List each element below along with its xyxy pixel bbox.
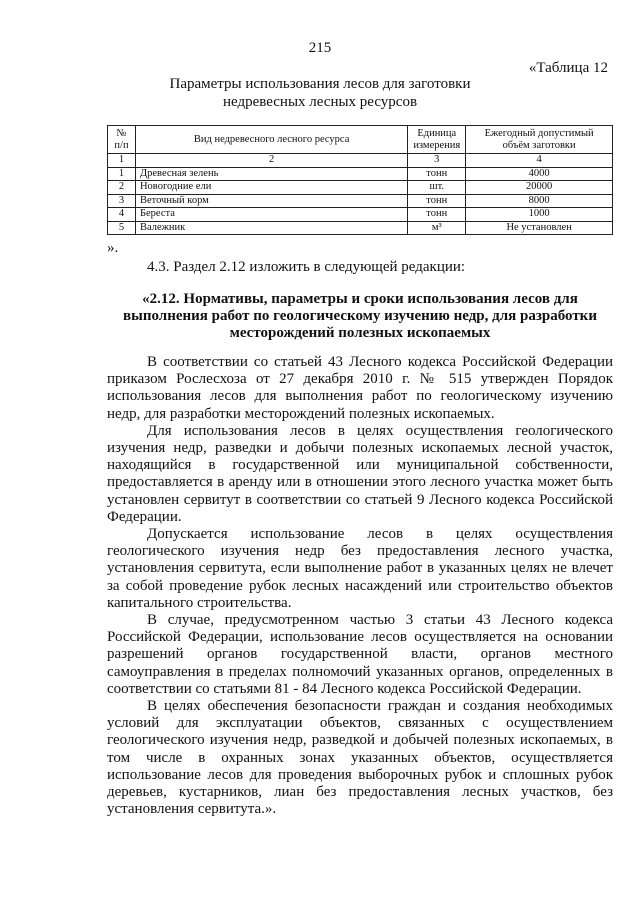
table-row (108, 208, 613, 222)
table-cell: тонн (408, 167, 466, 181)
section-heading (107, 291, 613, 342)
table-cell: 1 (108, 167, 136, 181)
table-cell: Древесная зелень (135, 167, 407, 181)
page-number: 215 (308, 40, 332, 56)
header-unit: Единица измерения (408, 126, 466, 154)
table-cell: шт. (408, 181, 466, 195)
table-cell: Веточный корм (135, 194, 407, 208)
table-cell: Валежник (135, 221, 407, 235)
quote-close-mark: ». (107, 240, 119, 256)
table-column-numbers-row (108, 154, 613, 168)
table-caption: «Таблица 12 (528, 60, 608, 76)
header-number: № п/п (108, 126, 136, 154)
table-cell: тонн (408, 208, 466, 222)
table-cell: 4 (466, 154, 613, 168)
table-cell: 20000 (466, 181, 613, 195)
table-cell: 4 (108, 208, 136, 222)
table-title (0, 75, 640, 111)
table-cell: Новогодние ели (135, 181, 407, 195)
paragraph: В соответствии со статьей 43 Лесного кодекса Российской Федерации приказом Рослесхоза от 27 декабря 2010 г. № 515 утвержден Порядок использования лесов для выполнения работ по геологическому изучению недр, для разработки месторождений полезных ископаемых. (107, 354, 613, 422)
section-instruction: 4.3. Раздел 2.12 изложить в следующей редакции: (147, 259, 466, 275)
body-text (107, 354, 613, 818)
table-cell: 3 (408, 154, 466, 168)
table-row (108, 167, 613, 181)
resources-table (107, 125, 613, 235)
heading-line: выполнения работ по геологическому изучению недр, для разработки (123, 308, 597, 324)
table-header-row (108, 126, 613, 154)
table-title-line: недревесных лесных ресурсов (222, 94, 418, 110)
table-cell: 3 (108, 194, 136, 208)
paragraph: Допускается использование лесов в целях осуществления геологического изучения недр без предоставления лесного участка, установления сервитута, если выполнение работ в указанных целях не влечет за собой проведение рубок лесных насаждений или строительство объектов капитального строительства. (107, 526, 613, 611)
table-cell: 4000 (466, 167, 613, 181)
table-cell: Не установлен (466, 221, 613, 235)
table-cell: 1000 (466, 208, 613, 222)
table-cell: 8000 (466, 194, 613, 208)
table-cell: м³ (408, 221, 466, 235)
heading-line: месторождений полезных ископаемых (229, 325, 491, 341)
table-title-line: Параметры использования лесов для заготовки (169, 76, 471, 92)
table-cell: 1 (108, 154, 136, 168)
table-row (108, 221, 613, 235)
table-row (108, 181, 613, 195)
paragraph: В целях обеспечения безопасности граждан и создания необходимых условий для эксплуатации объектов, связанных с осуществлением геологического изучения недр, разведкой и добычей полезных ископаемых, в том числе в охранных зонах указанных объектов, осуществляется использование лесов для проведения выборочных рубок и сплошных рубок деревьев, кустарников, лиан без предоставления лесных участков, без установления сервитута.». (107, 698, 613, 818)
paragraph: Для использования лесов в целях осуществления геологического изучения недр, разведки и добычи полезных ископаемых лесной участок, находящийся в государственной или муниципальной собственности, предоставляется в аренду или в отношении этого лесного участка может быть установлен сервитут в соответствии со статьей 9 Лесного кодекса Российской Федерации. (107, 422, 613, 525)
paragraph: В случае, предусмотренном частью 3 статьи 43 Лесного кодекса Российской Федерации, использование лесов осуществляется на основании разрешений органов государственной власти, органов местного самоуправления в пределах полномочий указанных органов, определенных в соответствии со статьями 81 - 84 Лесного кодекса Российской Федерации. (107, 612, 613, 697)
table-cell: 2 (135, 154, 407, 168)
heading-line: «2.12. Нормативы, параметры и сроки использования лесов для (142, 291, 578, 307)
table-cell: Береста (135, 208, 407, 222)
table-cell: 5 (108, 221, 136, 235)
header-volume: Ежегодный допустимый объём заготовки (466, 126, 613, 154)
header-resource: Вид недревесного лесного ресурса (135, 126, 407, 154)
table-cell: 2 (108, 181, 136, 195)
table-row (108, 194, 613, 208)
table-cell: тонн (408, 194, 466, 208)
